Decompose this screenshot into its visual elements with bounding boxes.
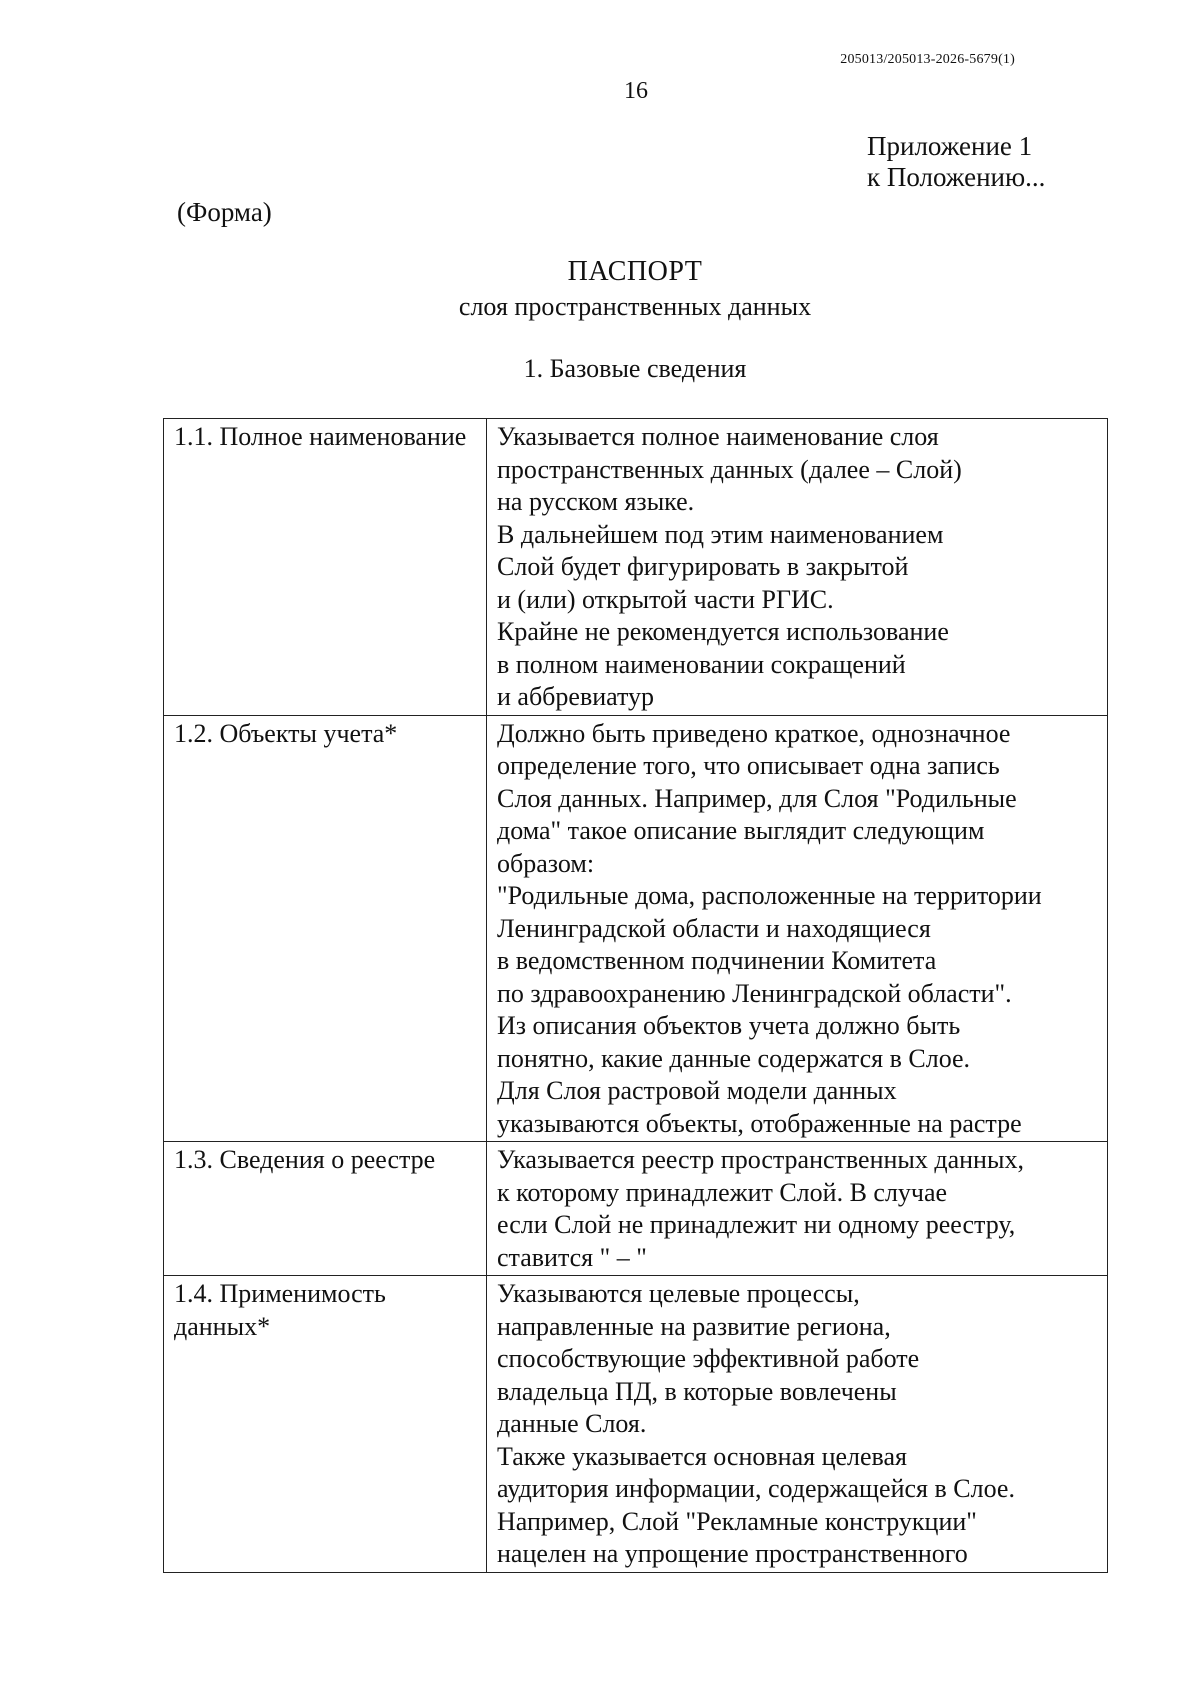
document-id: 205013/205013-2026-5679(1): [840, 52, 1015, 67]
passport-table: [163, 418, 1108, 1573]
parameter-cell: 1.4. Применимость данных*: [164, 1276, 487, 1573]
page-number: 16: [624, 78, 648, 104]
document-subtitle: слоя пространственных данных: [458, 292, 812, 321]
parameter-cell: 1.1. Полное наименование: [164, 419, 487, 716]
description-cell: Должно быть приведено краткое, однозначное определение того, что описывает одна запись Слоя данных. Например, для Слоя "Родильные дома" такое описание выглядит следующим образом: "Родильные дома, расположенные на территории Ленинградской области и находящиеся в ведомственном подчинении Комитета по здравоохранению Ленинградской области". Из описания объектов учета должно быть понятно, какие данные содержатся в Слое. Для Слоя растровой модели данных указываются объекты, отображенные на растре: [487, 715, 1108, 1142]
description-cell: Указываются целевые процессы, направленные на развитие региона, способствующие эффективной работе владельца ПД, в которые вовлечены данные Слоя. Также указывается основная целевая аудитория информации, содержащейся в Слое. Например, Слой "Рекламные конструкции" нацелен на упрощение пространственного: [487, 1276, 1108, 1573]
table-row: [164, 1276, 1108, 1573]
description-cell: Указывается реестр пространственных данных, к которому принадлежит Слой. В случае если Слой не принадлежит ни одному реестру, ставится " – ": [487, 1142, 1108, 1276]
description-cell: Указывается полное наименование слоя пространственных данных (далее – Слой) на русском языке. В дальнейшем под этим наименованием Слой будет фигурировать в закрытой и (или) открытой части РГИС. Крайне не рекомендуется использование в полном наименовании сокращений и аббревиатур: [487, 419, 1108, 716]
parameter-cell: 1.2. Объекты учета*: [164, 715, 487, 1142]
table-row: [164, 715, 1108, 1142]
appendix-reference: [867, 131, 1045, 193]
appendix-line-2: к Положению...: [867, 162, 1046, 192]
parameter-cell: 1.3. Сведения о реестре: [164, 1142, 487, 1276]
form-label: (Форма): [177, 197, 272, 227]
document-title: ПАСПОРТ: [567, 256, 703, 287]
section-heading: 1. Базовые сведения: [523, 354, 747, 383]
table-row: [164, 1142, 1108, 1276]
appendix-line-1: Приложение 1: [867, 131, 1033, 161]
table-row: [164, 419, 1108, 716]
